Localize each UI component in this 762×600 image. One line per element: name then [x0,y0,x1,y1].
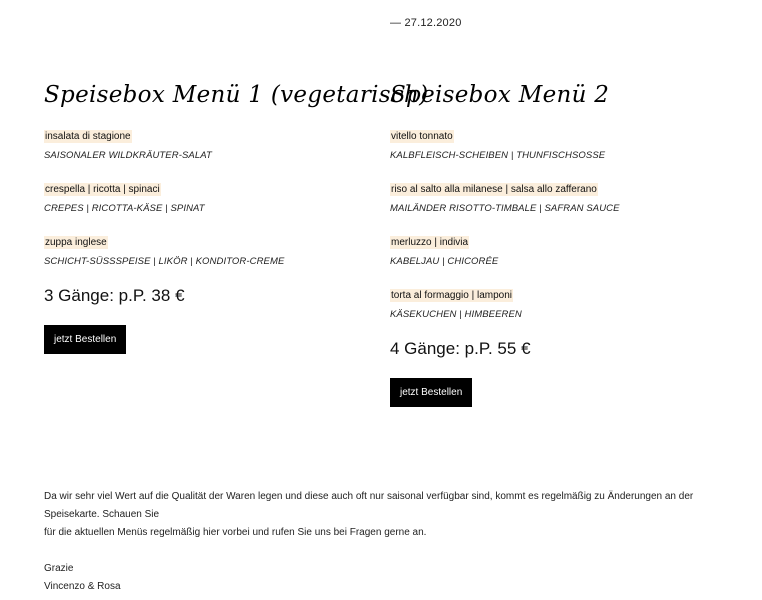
course-description: SAISONALER WILDKRÄUTER-SALAT [44,150,212,161]
menu-1-title: Speisebox Menü 1 (vegetarisch) [44,82,429,108]
course-description: KABELJAU | CHICORÉE [390,256,499,267]
menu-2-course-3 [390,232,720,285]
menu-1-order-button[interactable]: jetzt Bestellen [44,325,126,354]
menu-2-title: Speisebox Menü 2 [390,82,610,108]
footer-text-line-2: für die aktuellen Menüs regelmäßig hier vorbei und rufen Sie uns bei Fragen gerne an. [44,527,427,538]
menu-2-section [390,78,720,407]
course-description: CREPES | RICOTTA-KÄSE | SPINAT [44,203,205,214]
menu-2-order-button[interactable]: jetzt Bestellen [390,378,472,407]
course-name: vitello tonnato [391,131,453,142]
course-name: torta al formaggio | lamponi [391,290,512,301]
menu-1-course-2 [44,179,374,232]
course-description: MAILÄNDER RISOTTO-TIMBALE | SAFRAN SAUCE [390,203,620,214]
menu-2-course-4 [390,285,720,338]
course-name: zuppa inglese [45,237,107,248]
post-date: — 27.12.2020 [390,17,462,29]
menu-1-price: 3 Gänge: p.P. 38 € [44,286,185,305]
course-name: riso al salto alla milanese | salsa allo zafferano [391,184,597,195]
menu-2-course-1 [390,126,720,179]
menu-2-price: 4 Gänge: p.P. 55 € [390,339,531,358]
course-description: KÄSEKUCHEN | HIMBEEREN [390,309,522,320]
footer-greeting: Grazie [44,563,74,574]
footer-text-line-1: Da wir sehr viel Wert auf die Qualität der Waren legen und diese auch oft nur saisonal verfügbar sind, kommt es regelmäßig zu Änderungen an der Speisekarte. Schauen Sie [44,491,694,520]
course-name: insalata di stagione [45,131,131,142]
menu-1-course-1 [44,126,374,179]
footer-signature: Vincenzo & Rosa [44,581,121,592]
footer-note [44,488,724,596]
course-description: KALBFLEISCH-SCHEIBEN | THUNFISCHSOSSE [390,150,606,161]
menu-1-course-3 [44,232,374,285]
course-name: crespella | ricotta | spinaci [45,184,160,195]
course-description: SCHICHT-SÜSSSPEISE | LIKÖR | KONDITOR-CREME [44,256,285,267]
menu-2-course-2 [390,179,720,232]
course-name: merluzzo | indivia [391,237,469,248]
